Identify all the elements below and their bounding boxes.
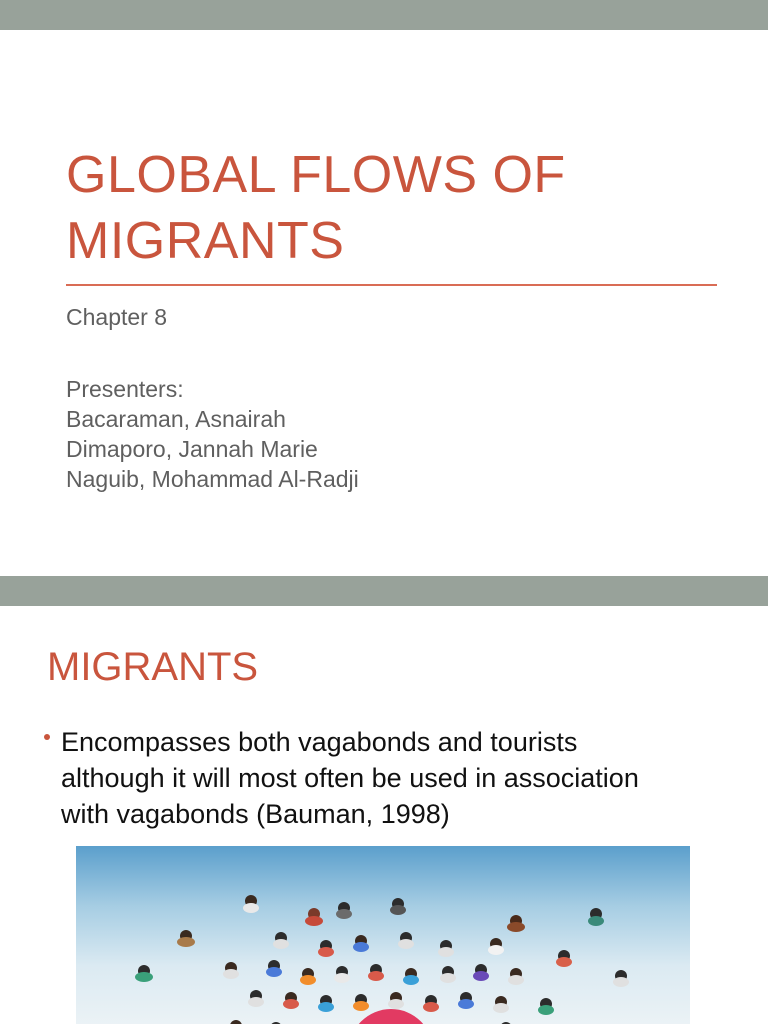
presenter-name: Dimaporo, Jannah Marie <box>66 436 318 462</box>
presenter-name: Bacaraman, Asnairah <box>66 406 286 432</box>
slide-title <box>66 142 706 274</box>
bullet-line: although it will most often be used in association <box>61 763 639 793</box>
chapter-label: Chapter 8 <box>66 304 168 330</box>
bullet-icon <box>44 734 50 740</box>
bullet-text <box>61 724 724 832</box>
bullet-line: Encompasses both vagabonds and tourists <box>61 727 578 757</box>
crowd-illustration-image <box>76 846 690 1024</box>
subtitle-block <box>66 302 706 494</box>
presenter-name: Naguib, Mohammad Al-Radji <box>66 466 359 492</box>
top-divider-band <box>0 0 768 30</box>
content-slide <box>0 606 768 1024</box>
spacer <box>66 332 706 374</box>
presenters-label: Presenters: <box>66 376 184 402</box>
slide-heading: MIGRANTS <box>47 645 259 689</box>
title-underline <box>66 284 717 286</box>
bullet-line: with vagabonds (Bauman, 1998) <box>61 799 450 829</box>
slide-divider-band <box>0 576 768 606</box>
bullet-item <box>44 724 724 832</box>
slide-title-line-1: GLOBAL FLOWS OF <box>66 146 566 204</box>
slide-title-line-2: MIGRANTS <box>66 212 345 270</box>
crowd-of-people-icon <box>76 846 690 1024</box>
title-slide <box>0 30 768 576</box>
